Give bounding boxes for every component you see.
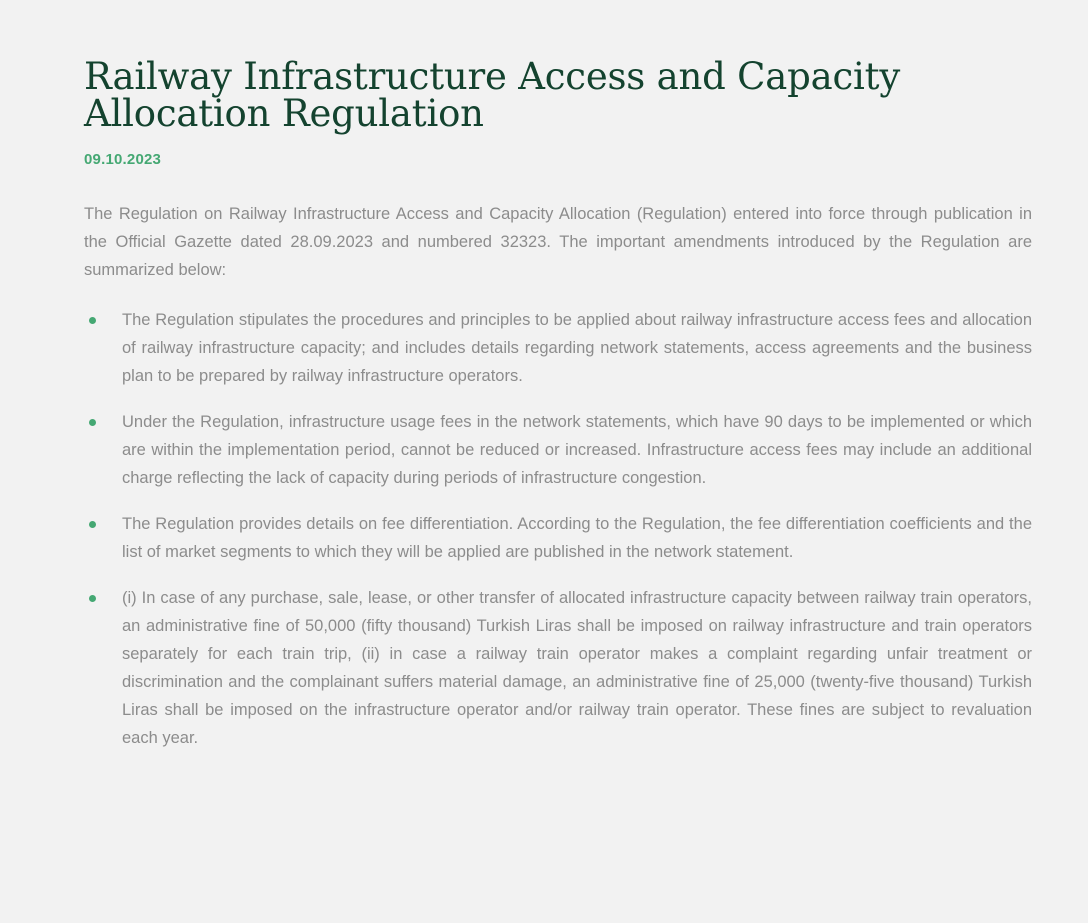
page-title: Railway Infrastructure Access and Capacity Allocation Regulation [84, 55, 901, 135]
list-item-text: Under the Regulation, infrastructure usage fees in the network statements, which have 90 days to be implemented or which are within the implementation period, cannot be reduced or increased. Infrastructure access fees may include an additional charge reflecting the lack of capacity during periods of infrastructure congestion. [122, 413, 1032, 487]
list-item [84, 408, 1032, 492]
list-item-text: (i) In case of any purchase, sale, lease, or other transfer of allocated infrastructure capacity between railway train operators, an administrative fine of 50,000 (fifty thousand) Turkish Liras shall be imposed on railway infrastructure and train operators separately for each train trip, (ii) in case a railway train operator makes a complaint regarding unfair treatment or discrimination and the complainant suffers material damage, an administrative fine of 25,000 (twenty-five thousand) Turkish Liras shall be imposed on the infrastructure operator and/or railway train operator. These fines are subject to revaluation each year. [122, 589, 1032, 747]
bullet-dot-icon [89, 419, 96, 426]
intro-paragraph: The Regulation on Railway Infrastructure Access and Capacity Allocation (Regulation) entered into force through publication in the Official Gazette dated 28.09.2023 and numbered 32323. The important amendments introduced by the Regulation are summarized below: [84, 205, 1032, 279]
list-item [84, 306, 1032, 390]
summary-bullet-list [84, 284, 1032, 752]
list-item-text: The Regulation provides details on fee differentiation. According to the Regulation, the fee differentiation coefficients and the list of market segments to which they will be applied are published in the network statement. [122, 515, 1032, 561]
list-item [84, 584, 1032, 752]
bullet-dot-icon [89, 595, 96, 602]
bullet-dot-icon [89, 521, 96, 528]
article-content [84, 0, 1032, 752]
list-item [84, 510, 1032, 566]
publication-date: 09.10.2023 [84, 151, 162, 168]
list-item-text: The Regulation stipulates the procedures and principles to be applied about railway infrastructure access fees and allocation of railway infrastructure capacity; and includes details regarding network statements, access agreements and the business plan to be prepared by railway infrastructure operators. [122, 311, 1032, 385]
bullet-dot-icon [89, 317, 96, 324]
